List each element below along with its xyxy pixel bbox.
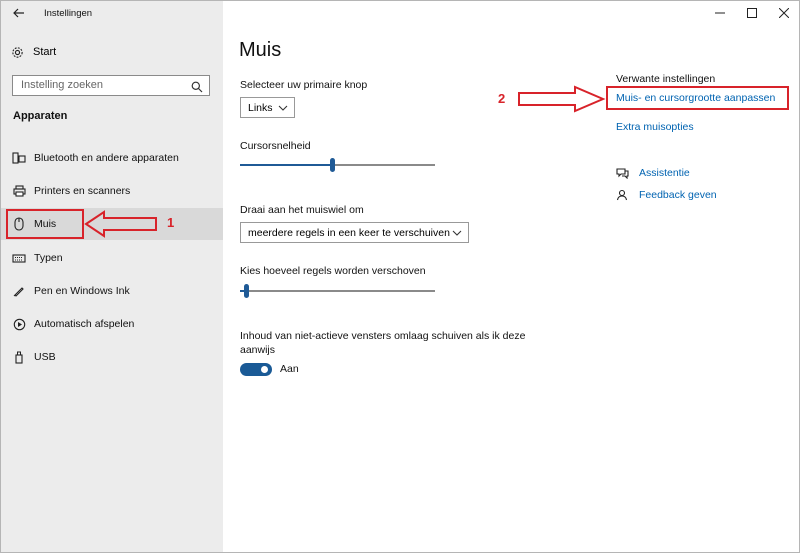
- help-link-label: Assistentie: [639, 167, 690, 179]
- slider-thumb[interactable]: [330, 158, 335, 172]
- inactive-scroll-toggle[interactable]: [240, 363, 272, 376]
- cursor-speed-slider[interactable]: [240, 158, 435, 172]
- annotation-marker-1: 1: [167, 215, 175, 230]
- sidebar-home-link[interactable]: [11, 44, 56, 60]
- scroll-lines-slider[interactable]: [240, 284, 435, 298]
- mouse-cursor-size-link[interactable]: Muis- en cursorgrootte aanpassen: [616, 92, 776, 104]
- extra-mouse-options-link[interactable]: Extra muisopties: [616, 121, 694, 133]
- annotation-arrow-2: [517, 85, 607, 113]
- primary-button-dropdown[interactable]: [240, 97, 295, 118]
- chevron-down-icon: [278, 105, 288, 111]
- back-button[interactable]: [10, 6, 28, 20]
- page-title: Muis: [239, 39, 282, 61]
- back-arrow-icon: [13, 8, 25, 18]
- scroll-wheel-dropdown[interactable]: [240, 222, 469, 243]
- sidebar-item-label: Typen: [34, 252, 63, 264]
- sidebar-item-typing[interactable]: [1, 242, 223, 274]
- chevron-down-icon: [452, 230, 462, 236]
- sidebar-item-label: Bluetooth en andere apparaten: [34, 152, 179, 164]
- toggle-knob: [261, 366, 268, 373]
- window-title: Instellingen: [44, 8, 93, 19]
- bluetooth-devices-icon: [11, 152, 27, 164]
- close-icon: [779, 8, 789, 18]
- search-box[interactable]: [12, 75, 210, 96]
- search-icon[interactable]: [191, 80, 203, 98]
- sidebar-item-label: Printers en scanners: [34, 185, 131, 197]
- pen-icon: [11, 285, 27, 297]
- maximize-button[interactable]: [741, 5, 763, 21]
- inactive-scroll-label: Inhoud van niet-actieve vensters omlaag schuiven als ik deze aanwijs: [240, 330, 526, 356]
- sidebar-item-label: Pen en Windows Ink: [34, 285, 130, 297]
- sidebar-home-label: Start: [33, 46, 57, 58]
- sidebar-item-bluetooth[interactable]: [1, 142, 223, 174]
- sidebar: [1, 1, 223, 552]
- related-settings-title: Verwante instellingen: [616, 73, 716, 85]
- minimize-button[interactable]: [709, 5, 731, 21]
- sidebar-item-pen[interactable]: [1, 275, 223, 307]
- help-link[interactable]: [616, 167, 690, 179]
- feedback-link[interactable]: [616, 189, 717, 201]
- primary-button-label: Selecteer uw primaire knop: [240, 79, 368, 91]
- close-button[interactable]: [773, 5, 795, 21]
- annotation-arrow-1: [84, 210, 159, 238]
- sidebar-item-label: Muis: [34, 218, 57, 230]
- slider-thumb[interactable]: [244, 284, 249, 298]
- annotation-marker-2: 2: [498, 91, 506, 106]
- help-chat-icon: [616, 167, 630, 179]
- maximize-icon: [747, 8, 757, 18]
- slider-fill: [240, 164, 332, 166]
- sidebar-item-usb[interactable]: [1, 341, 223, 373]
- printer-icon: [11, 185, 27, 197]
- minimize-icon: [715, 8, 725, 18]
- sidebar-item-label: Automatisch afspelen: [34, 318, 135, 330]
- sidebar-item-autoplay[interactable]: [1, 308, 223, 340]
- inactive-scroll-state: Aan: [280, 363, 299, 375]
- keyboard-icon: [11, 254, 27, 263]
- sidebar-item-label: USB: [34, 351, 56, 363]
- scroll-wheel-value: meerdere regels in een keer te verschuiven: [248, 226, 450, 239]
- annotation-box-1: [6, 209, 84, 239]
- gear-icon: [11, 46, 25, 59]
- annotation-box-2: [606, 86, 789, 110]
- scroll-wheel-label: Draai aan het muiswiel om: [240, 204, 364, 216]
- slider-track: [240, 290, 435, 292]
- feedback-icon: [616, 189, 630, 201]
- cursor-speed-label: Cursorsnelheid: [240, 140, 311, 152]
- search-input[interactable]: [21, 79, 181, 91]
- sidebar-item-printers[interactable]: [1, 175, 223, 207]
- feedback-link-label: Feedback geven: [639, 189, 717, 201]
- scroll-lines-label: Kies hoeveel regels worden verschoven: [240, 265, 426, 277]
- section-title: Apparaten: [13, 110, 68, 122]
- autoplay-icon: [11, 318, 27, 331]
- usb-icon: [11, 351, 27, 364]
- primary-button-value: Links: [248, 101, 273, 114]
